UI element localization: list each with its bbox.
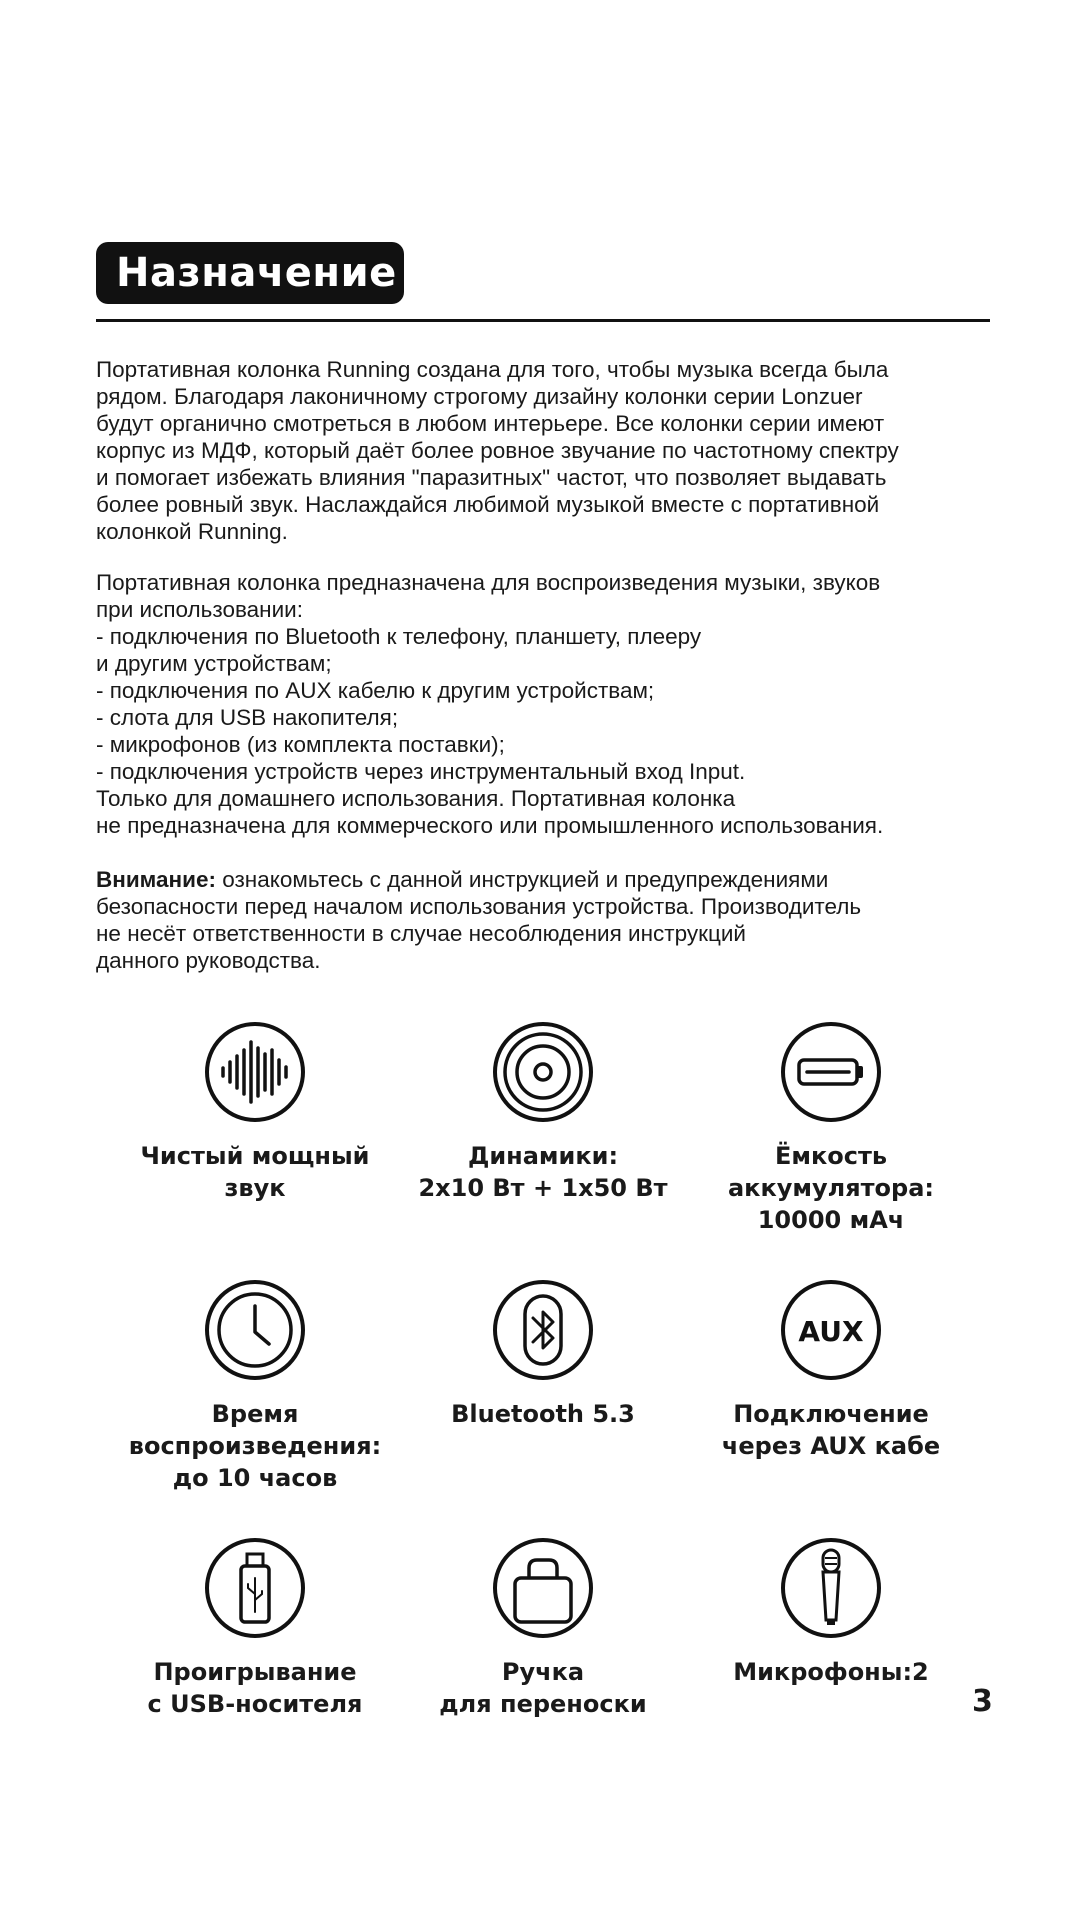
feature-playtime — [105, 1278, 405, 1494]
feature-microphones — [681, 1536, 981, 1688]
text-line: не предназначена для коммерческого или промышленного использования. — [96, 813, 884, 838]
text-line: корпус из МДФ, который даёт более ровное звучание по частотному спектру — [96, 438, 899, 463]
warning-text: ознакомьтесь с данной инструкцией и предупреждениями — [215, 867, 829, 892]
warning-paragraph — [96, 866, 996, 974]
text-line: более ровный звук. Наслаждайся любимой музыкой вместе с портативной — [96, 492, 880, 517]
feature-label: Ручка для переноски — [439, 1658, 647, 1718]
bluetooth-icon — [491, 1278, 595, 1382]
text-line: безопасности перед началом использования устройства. Производитель — [96, 894, 862, 919]
feature-bluetooth — [393, 1278, 693, 1430]
purpose-paragraph — [96, 569, 996, 839]
feature-label: Динамики: 2x10 Вт + 1x50 Вт — [418, 1142, 668, 1202]
warning-label: Внимание: — [96, 867, 216, 892]
text-line: и другим устройствам; — [96, 651, 332, 676]
text-line: данного руководства. — [96, 948, 321, 973]
text-line — [96, 866, 996, 893]
title-divider — [96, 319, 990, 322]
feature-speakers — [393, 1020, 693, 1204]
text-line: Портативная колонка Running создана для того, чтобы музыка всегда была — [96, 357, 889, 382]
feature-label: Подключение через AUX кабе — [721, 1400, 941, 1460]
feature-label: Время воспроизведения: до 10 часов — [128, 1400, 382, 1492]
text-line: Только для домашнего использования. Портативная колонка — [96, 786, 736, 811]
text-line: - слота для USB накопителя; — [96, 705, 399, 730]
battery-icon — [779, 1020, 883, 1124]
text-line: рядом. Благодаря лаконичному строгому дизайну колонки серии Lonzuer — [96, 384, 863, 409]
page-number: 3 — [972, 1684, 993, 1719]
text-line: Портативная колонка предназначена для воспроизведения музыки, звуков — [96, 570, 881, 595]
speaker-icon — [491, 1020, 595, 1124]
text-line: не несёт ответственности в случае несоблюдения инструкций — [96, 921, 746, 946]
aux-icon-text: AUX — [798, 1315, 864, 1348]
text-line: - микрофонов (из комплекта поставки); — [96, 732, 505, 757]
feature-label: Микрофоны:2 — [733, 1658, 929, 1686]
aux-icon — [779, 1278, 883, 1382]
microphone-icon — [779, 1536, 883, 1640]
usb-drive-icon — [203, 1536, 307, 1640]
feature-battery — [681, 1020, 981, 1236]
feature-label: Bluetooth 5.3 — [451, 1400, 635, 1428]
feature-sound — [105, 1020, 405, 1204]
text-line: - подключения по Bluetooth к телефону, планшету, плееру — [96, 624, 702, 649]
section-title-badge — [96, 242, 404, 304]
text-line: - подключения по AUX кабелю к другим устройствам; — [96, 678, 655, 703]
handle-bag-icon — [491, 1536, 595, 1640]
feature-label: Чистый мощный звук — [140, 1142, 370, 1202]
section-title: Назначение — [116, 250, 397, 296]
text-line: при использовании: — [96, 597, 303, 622]
feature-label: Проигрывание с USB-носителя — [147, 1658, 363, 1718]
feature-aux — [681, 1278, 981, 1462]
intro-paragraph — [96, 356, 996, 545]
feature-label: Ёмкость аккумулятора: 10000 мАч — [727, 1142, 935, 1234]
text-line: и помогает избежать влияния "паразитных" частот, что позволяет выдавать — [96, 465, 887, 490]
text-line: - подключения устройств через инструментальный вход Input. — [96, 759, 746, 784]
sound-wave-icon — [203, 1020, 307, 1124]
text-line: колонкой Running. — [96, 519, 288, 544]
feature-handle — [393, 1536, 693, 1720]
feature-usb — [105, 1536, 405, 1720]
text-line: будут органично смотреться в любом интерьере. Все колонки серии имеют — [96, 411, 885, 436]
clock-icon — [203, 1278, 307, 1382]
